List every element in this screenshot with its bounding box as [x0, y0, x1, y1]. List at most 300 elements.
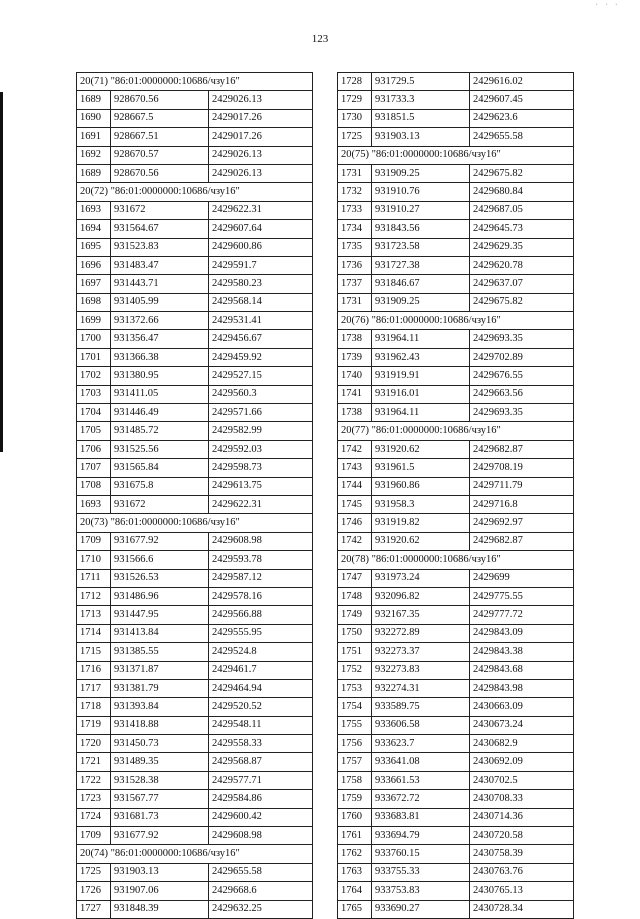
- x-coordinate-cell: 931920.62: [372, 440, 470, 458]
- y-coordinate-cell: 2430692.09: [470, 753, 574, 771]
- coordinate-row: [77, 716, 313, 734]
- margin-rule: [0, 92, 3, 452]
- x-coordinate-cell: 931366.38: [111, 348, 209, 366]
- y-coordinate-cell: 2429655.58: [470, 128, 574, 146]
- coordinate-row: [338, 514, 574, 532]
- y-coordinate-cell: 2429693.35: [470, 404, 574, 422]
- point-number-cell: 1693: [77, 201, 111, 219]
- x-coordinate-cell: 933606.58: [372, 716, 470, 734]
- coordinate-row: [77, 201, 313, 219]
- x-coordinate-cell: 933589.75: [372, 698, 470, 716]
- x-coordinate-cell: 932273.37: [372, 643, 470, 661]
- x-coordinate-cell: 933694.79: [372, 827, 470, 845]
- coordinate-row: [338, 863, 574, 881]
- coordinate-row: [338, 109, 574, 127]
- y-coordinate-cell: 2429568.87: [209, 753, 313, 771]
- y-coordinate-cell: 2429607.64: [209, 220, 313, 238]
- x-coordinate-cell: 931450.73: [111, 735, 209, 753]
- y-coordinate-cell: 2429637.07: [470, 275, 574, 293]
- x-coordinate-cell: 931393.84: [111, 698, 209, 716]
- coordinate-row: [338, 477, 574, 495]
- y-coordinate-cell: 2430682.9: [470, 735, 574, 753]
- x-coordinate-cell: 931727.38: [372, 256, 470, 274]
- x-coordinate-cell: 931356.47: [111, 330, 209, 348]
- coordinate-row: [77, 827, 313, 845]
- y-coordinate-cell: 2429600.42: [209, 808, 313, 826]
- x-coordinate-cell: 931909.25: [372, 293, 470, 311]
- point-number-cell: 1761: [338, 827, 372, 845]
- x-coordinate-cell: 931523.83: [111, 238, 209, 256]
- coordinate-row: [77, 459, 313, 477]
- coordinate-row: [77, 661, 313, 679]
- y-coordinate-cell: 2430765.13: [470, 882, 574, 900]
- x-coordinate-cell: 928670.56: [111, 91, 209, 109]
- point-number-cell: 1747: [338, 569, 372, 587]
- point-number-cell: 1739: [338, 348, 372, 366]
- coordinate-row: [338, 661, 574, 679]
- y-coordinate-cell: 2429699: [470, 569, 574, 587]
- x-coordinate-cell: 931964.11: [372, 404, 470, 422]
- x-coordinate-cell: 931958.3: [372, 495, 470, 513]
- section-header-row: [77, 514, 313, 532]
- x-coordinate-cell: 931920.62: [372, 532, 470, 550]
- point-number-cell: 1697: [77, 275, 111, 293]
- y-coordinate-cell: 2429548.11: [209, 716, 313, 734]
- y-coordinate-cell: 2429692.97: [470, 514, 574, 532]
- scan-artifact: · · ·: [595, 0, 620, 11]
- point-number-cell: 1749: [338, 606, 372, 624]
- point-number-cell: 1699: [77, 312, 111, 330]
- point-number-cell: 1710: [77, 551, 111, 569]
- x-coordinate-cell: 933641.08: [372, 753, 470, 771]
- x-coordinate-cell: 931447.95: [111, 606, 209, 624]
- coordinate-row: [338, 367, 574, 385]
- y-coordinate-cell: 2429622.31: [209, 495, 313, 513]
- point-number-cell: 1737: [338, 275, 372, 293]
- point-number-cell: 1759: [338, 790, 372, 808]
- x-coordinate-cell: 931526.53: [111, 569, 209, 587]
- point-number-cell: 1741: [338, 385, 372, 403]
- point-number-cell: 1695: [77, 238, 111, 256]
- coordinate-row: [338, 716, 574, 734]
- point-number-cell: 1742: [338, 532, 372, 550]
- y-coordinate-cell: 2429843.38: [470, 643, 574, 661]
- coordinate-row: [338, 238, 574, 256]
- coordinate-row: [338, 771, 574, 789]
- y-coordinate-cell: 2429632.25: [209, 900, 313, 918]
- x-coordinate-cell: 931564.67: [111, 220, 209, 238]
- y-coordinate-cell: 2430663.09: [470, 698, 574, 716]
- point-number-cell: 1726: [77, 882, 111, 900]
- coordinate-row: [77, 422, 313, 440]
- point-number-cell: 1709: [77, 827, 111, 845]
- coordinate-row: [77, 587, 313, 605]
- x-coordinate-cell: 931486.96: [111, 587, 209, 605]
- coordinate-row: [338, 348, 574, 366]
- coordinate-row: [338, 495, 574, 513]
- section-label: 20(76) "86:01:0000000:10686/чзу16": [338, 312, 574, 330]
- section-header-row: [338, 551, 574, 569]
- coordinate-row: [77, 330, 313, 348]
- point-number-cell: 1705: [77, 422, 111, 440]
- x-coordinate-cell: 931371.87: [111, 661, 209, 679]
- point-number-cell: 1703: [77, 385, 111, 403]
- coordinate-row: [77, 698, 313, 716]
- section-header-row: [338, 146, 574, 164]
- point-number-cell: 1762: [338, 845, 372, 863]
- y-coordinate-cell: 2429675.82: [470, 164, 574, 182]
- section-label: 20(78) "86:01:0000000:10686/чзу16": [338, 551, 574, 569]
- point-number-cell: 1722: [77, 771, 111, 789]
- x-coordinate-cell: 928670.57: [111, 146, 209, 164]
- coordinate-row: [338, 882, 574, 900]
- x-coordinate-cell: 933672.72: [372, 790, 470, 808]
- coordinate-row: [77, 275, 313, 293]
- x-coordinate-cell: 933623.7: [372, 735, 470, 753]
- x-coordinate-cell: 931385.55: [111, 643, 209, 661]
- y-coordinate-cell: 2429645.73: [470, 220, 574, 238]
- y-coordinate-cell: 2429577.71: [209, 771, 313, 789]
- point-number-cell: 1728: [338, 73, 372, 91]
- coordinates-table-right: [337, 72, 574, 919]
- y-coordinate-cell: 2429600.86: [209, 238, 313, 256]
- y-coordinate-cell: 2429843.68: [470, 661, 574, 679]
- coordinate-row: [338, 404, 574, 422]
- point-number-cell: 1757: [338, 753, 372, 771]
- x-coordinate-cell: 928667.5: [111, 109, 209, 127]
- x-coordinate-cell: 931919.91: [372, 367, 470, 385]
- y-coordinate-cell: 2429593.78: [209, 551, 313, 569]
- x-coordinate-cell: 933753.83: [372, 882, 470, 900]
- point-number-cell: 1735: [338, 238, 372, 256]
- coordinate-row: [338, 220, 574, 238]
- x-coordinate-cell: 931525.56: [111, 440, 209, 458]
- x-coordinate-cell: 931723.58: [372, 238, 470, 256]
- x-coordinate-cell: 931380.95: [111, 367, 209, 385]
- y-coordinate-cell: 2429607.45: [470, 91, 574, 109]
- y-coordinate-cell: 2429682.87: [470, 440, 574, 458]
- section-label: 20(77) "86:01:0000000:10686/чзу16": [338, 422, 574, 440]
- point-number-cell: 1742: [338, 440, 372, 458]
- coordinate-row: [338, 808, 574, 826]
- y-coordinate-cell: 2429558.33: [209, 735, 313, 753]
- y-coordinate-cell: 2429578.16: [209, 587, 313, 605]
- x-coordinate-cell: 931443.71: [111, 275, 209, 293]
- y-coordinate-cell: 2429843.98: [470, 679, 574, 697]
- coordinate-row: [77, 404, 313, 422]
- y-coordinate-cell: 2429687.05: [470, 201, 574, 219]
- coordinate-row: [338, 587, 574, 605]
- x-coordinate-cell: 931964.11: [372, 330, 470, 348]
- x-coordinate-cell: 931677.92: [111, 532, 209, 550]
- x-coordinate-cell: 931907.06: [111, 882, 209, 900]
- coordinate-row: [338, 569, 574, 587]
- y-coordinate-cell: 2429711.79: [470, 477, 574, 495]
- x-coordinate-cell: 932167.35: [372, 606, 470, 624]
- section-header-row: [338, 422, 574, 440]
- coordinate-row: [77, 495, 313, 513]
- y-coordinate-cell: 2430758.39: [470, 845, 574, 863]
- y-coordinate-cell: 2429580.23: [209, 275, 313, 293]
- coordinate-row: [338, 385, 574, 403]
- coordinate-row: [77, 146, 313, 164]
- point-number-cell: 1732: [338, 183, 372, 201]
- coordinate-row: [338, 790, 574, 808]
- x-coordinate-cell: 931851.5: [372, 109, 470, 127]
- y-coordinate-cell: 2429693.35: [470, 330, 574, 348]
- y-coordinate-cell: 2429843.09: [470, 624, 574, 642]
- section-label: 20(72) "86:01:0000000:10686/чзу16": [77, 183, 313, 201]
- y-coordinate-cell: 2429675.82: [470, 293, 574, 311]
- point-number-cell: 1731: [338, 293, 372, 311]
- point-number-cell: 1760: [338, 808, 372, 826]
- point-number-cell: 1733: [338, 201, 372, 219]
- point-number-cell: 1693: [77, 495, 111, 513]
- coordinate-row: [338, 275, 574, 293]
- y-coordinate-cell: 2429582.99: [209, 422, 313, 440]
- y-coordinate-cell: 2430702.5: [470, 771, 574, 789]
- point-number-cell: 1723: [77, 790, 111, 808]
- coordinate-row: [77, 293, 313, 311]
- y-coordinate-cell: 2430714.36: [470, 808, 574, 826]
- point-number-cell: 1765: [338, 900, 372, 918]
- y-coordinate-cell: 2429464.94: [209, 679, 313, 697]
- point-number-cell: 1740: [338, 367, 372, 385]
- section-header-row: [338, 312, 574, 330]
- section-label: 20(73) "86:01:0000000:10686/чзу16": [77, 514, 313, 532]
- point-number-cell: 1745: [338, 495, 372, 513]
- point-number-cell: 1727: [77, 900, 111, 918]
- y-coordinate-cell: 2429629.35: [470, 238, 574, 256]
- point-number-cell: 1714: [77, 624, 111, 642]
- point-number-cell: 1704: [77, 404, 111, 422]
- y-coordinate-cell: 2429531.41: [209, 312, 313, 330]
- coordinate-row: [77, 735, 313, 753]
- point-number-cell: 1752: [338, 661, 372, 679]
- point-number-cell: 1712: [77, 587, 111, 605]
- point-number-cell: 1754: [338, 698, 372, 716]
- coordinate-row: [77, 569, 313, 587]
- y-coordinate-cell: 2429655.58: [209, 863, 313, 881]
- y-coordinate-cell: 2429566.88: [209, 606, 313, 624]
- y-coordinate-cell: 2429702.89: [470, 348, 574, 366]
- section-header-row: [77, 845, 313, 863]
- coordinate-row: [77, 220, 313, 238]
- point-number-cell: 1696: [77, 256, 111, 274]
- point-number-cell: 1736: [338, 256, 372, 274]
- coordinate-row: [338, 735, 574, 753]
- coordinate-row: [338, 532, 574, 550]
- coordinate-row: [77, 790, 313, 808]
- y-coordinate-cell: 2429587.12: [209, 569, 313, 587]
- coordinate-row: [77, 863, 313, 881]
- y-coordinate-cell: 2429017.26: [209, 128, 313, 146]
- coordinate-row: [338, 73, 574, 91]
- y-coordinate-cell: 2429591.7: [209, 256, 313, 274]
- coordinate-row: [77, 238, 313, 256]
- y-coordinate-cell: 2430728.34: [470, 900, 574, 918]
- coordinate-row: [77, 882, 313, 900]
- coordinate-row: [338, 698, 574, 716]
- x-coordinate-cell: 932273.83: [372, 661, 470, 679]
- x-coordinate-cell: 931446.49: [111, 404, 209, 422]
- point-number-cell: 1689: [77, 91, 111, 109]
- coordinate-row: [77, 348, 313, 366]
- x-coordinate-cell: 933683.81: [372, 808, 470, 826]
- point-number-cell: 1751: [338, 643, 372, 661]
- y-coordinate-cell: 2429613.75: [209, 477, 313, 495]
- coordinate-row: [338, 91, 574, 109]
- coordinate-row: [338, 128, 574, 146]
- coordinate-row: [338, 201, 574, 219]
- y-coordinate-cell: 2429716.8: [470, 495, 574, 513]
- y-coordinate-cell: 2429668.6: [209, 882, 313, 900]
- point-number-cell: 1720: [77, 735, 111, 753]
- x-coordinate-cell: 931961.5: [372, 459, 470, 477]
- coordinate-row: [77, 606, 313, 624]
- y-coordinate-cell: 2429568.14: [209, 293, 313, 311]
- coordinate-row: [338, 440, 574, 458]
- y-coordinate-cell: 2429560.3: [209, 385, 313, 403]
- x-coordinate-cell: 931677.92: [111, 827, 209, 845]
- point-number-cell: 1690: [77, 109, 111, 127]
- y-coordinate-cell: 2429663.56: [470, 385, 574, 403]
- x-coordinate-cell: 928670.56: [111, 164, 209, 182]
- coordinate-row: [338, 164, 574, 182]
- x-coordinate-cell: 931910.76: [372, 183, 470, 201]
- coordinate-row: [77, 532, 313, 550]
- y-coordinate-cell: 2429571.66: [209, 404, 313, 422]
- x-coordinate-cell: 933661.53: [372, 771, 470, 789]
- x-coordinate-cell: 931567.77: [111, 790, 209, 808]
- coordinate-row: [338, 845, 574, 863]
- x-coordinate-cell: 932274.31: [372, 679, 470, 697]
- point-number-cell: 1700: [77, 330, 111, 348]
- point-number-cell: 1706: [77, 440, 111, 458]
- x-coordinate-cell: 931973.24: [372, 569, 470, 587]
- section-label: 20(74) "86:01:0000000:10686/чзу16": [77, 845, 313, 863]
- y-coordinate-cell: 2429026.13: [209, 146, 313, 164]
- x-coordinate-cell: 931733.3: [372, 91, 470, 109]
- point-number-cell: 1721: [77, 753, 111, 771]
- point-number-cell: 1738: [338, 330, 372, 348]
- coordinate-row: [77, 753, 313, 771]
- coordinate-row: [77, 109, 313, 127]
- y-coordinate-cell: 2429520.52: [209, 698, 313, 716]
- point-number-cell: 1708: [77, 477, 111, 495]
- point-number-cell: 1731: [338, 164, 372, 182]
- section-label: 20(71) "86:01:0000000:10686/чзу16": [77, 73, 313, 91]
- point-number-cell: 1748: [338, 587, 372, 605]
- y-coordinate-cell: 2429584.86: [209, 790, 313, 808]
- section-label: 20(75) "86:01:0000000:10686/чзу16": [338, 146, 574, 164]
- y-coordinate-cell: 2430673.24: [470, 716, 574, 734]
- point-number-cell: 1692: [77, 146, 111, 164]
- x-coordinate-cell: 931565.84: [111, 459, 209, 477]
- x-coordinate-cell: 933755.33: [372, 863, 470, 881]
- point-number-cell: 1746: [338, 514, 372, 532]
- x-coordinate-cell: 931919.82: [372, 514, 470, 532]
- x-coordinate-cell: 931489.35: [111, 753, 209, 771]
- x-coordinate-cell: 931528.38: [111, 771, 209, 789]
- point-number-cell: 1694: [77, 220, 111, 238]
- coordinate-row: [77, 385, 313, 403]
- point-number-cell: 1713: [77, 606, 111, 624]
- y-coordinate-cell: 2429682.87: [470, 532, 574, 550]
- point-number-cell: 1716: [77, 661, 111, 679]
- point-number-cell: 1702: [77, 367, 111, 385]
- coordinate-row: [77, 256, 313, 274]
- point-number-cell: 1763: [338, 863, 372, 881]
- point-number-cell: 1698: [77, 293, 111, 311]
- y-coordinate-cell: 2429680.84: [470, 183, 574, 201]
- point-number-cell: 1730: [338, 109, 372, 127]
- y-coordinate-cell: 2429775.55: [470, 587, 574, 605]
- point-number-cell: 1707: [77, 459, 111, 477]
- x-coordinate-cell: 931843.56: [372, 220, 470, 238]
- y-coordinate-cell: 2429017.26: [209, 109, 313, 127]
- x-coordinate-cell: 931916.01: [372, 385, 470, 403]
- x-coordinate-cell: 931372.66: [111, 312, 209, 330]
- x-coordinate-cell: 931846.67: [372, 275, 470, 293]
- y-coordinate-cell: 2429708.19: [470, 459, 574, 477]
- x-coordinate-cell: 931418.88: [111, 716, 209, 734]
- x-coordinate-cell: 931903.13: [111, 863, 209, 881]
- y-coordinate-cell: 2429676.55: [470, 367, 574, 385]
- y-coordinate-cell: 2430763.76: [470, 863, 574, 881]
- y-coordinate-cell: 2429622.31: [209, 201, 313, 219]
- y-coordinate-cell: 2430720.58: [470, 827, 574, 845]
- x-coordinate-cell: 932096.82: [372, 587, 470, 605]
- y-coordinate-cell: 2429592.03: [209, 440, 313, 458]
- coordinate-row: [77, 128, 313, 146]
- point-number-cell: 1756: [338, 735, 372, 753]
- coordinate-row: [77, 624, 313, 642]
- y-coordinate-cell: 2429456.67: [209, 330, 313, 348]
- x-coordinate-cell: 931848.39: [111, 900, 209, 918]
- section-header-row: [77, 183, 313, 201]
- point-number-cell: 1709: [77, 532, 111, 550]
- x-coordinate-cell: 933760.15: [372, 845, 470, 863]
- point-number-cell: 1753: [338, 679, 372, 697]
- x-coordinate-cell: 931405.99: [111, 293, 209, 311]
- coordinate-row: [338, 606, 574, 624]
- y-coordinate-cell: 2429608.98: [209, 532, 313, 550]
- x-coordinate-cell: 931962.43: [372, 348, 470, 366]
- x-coordinate-cell: 931960.86: [372, 477, 470, 495]
- x-coordinate-cell: 931483.47: [111, 256, 209, 274]
- point-number-cell: 1689: [77, 164, 111, 182]
- y-coordinate-cell: 2429527.15: [209, 367, 313, 385]
- y-coordinate-cell: 2429026.13: [209, 164, 313, 182]
- x-coordinate-cell: 931485.72: [111, 422, 209, 440]
- x-coordinate-cell: 931729.5: [372, 73, 470, 91]
- coordinates-table-left: [76, 72, 313, 919]
- x-coordinate-cell: 931566.6: [111, 551, 209, 569]
- y-coordinate-cell: 2429616.02: [470, 73, 574, 91]
- coordinate-row: [77, 643, 313, 661]
- y-coordinate-cell: 2429598.73: [209, 459, 313, 477]
- point-number-cell: 1711: [77, 569, 111, 587]
- coordinate-row: [338, 624, 574, 642]
- coordinate-row: [338, 293, 574, 311]
- coordinate-row: [338, 753, 574, 771]
- coordinate-row: [77, 771, 313, 789]
- x-coordinate-cell: 931910.27: [372, 201, 470, 219]
- coordinate-row: [338, 643, 574, 661]
- x-coordinate-cell: 931411.05: [111, 385, 209, 403]
- y-coordinate-cell: 2429608.98: [209, 827, 313, 845]
